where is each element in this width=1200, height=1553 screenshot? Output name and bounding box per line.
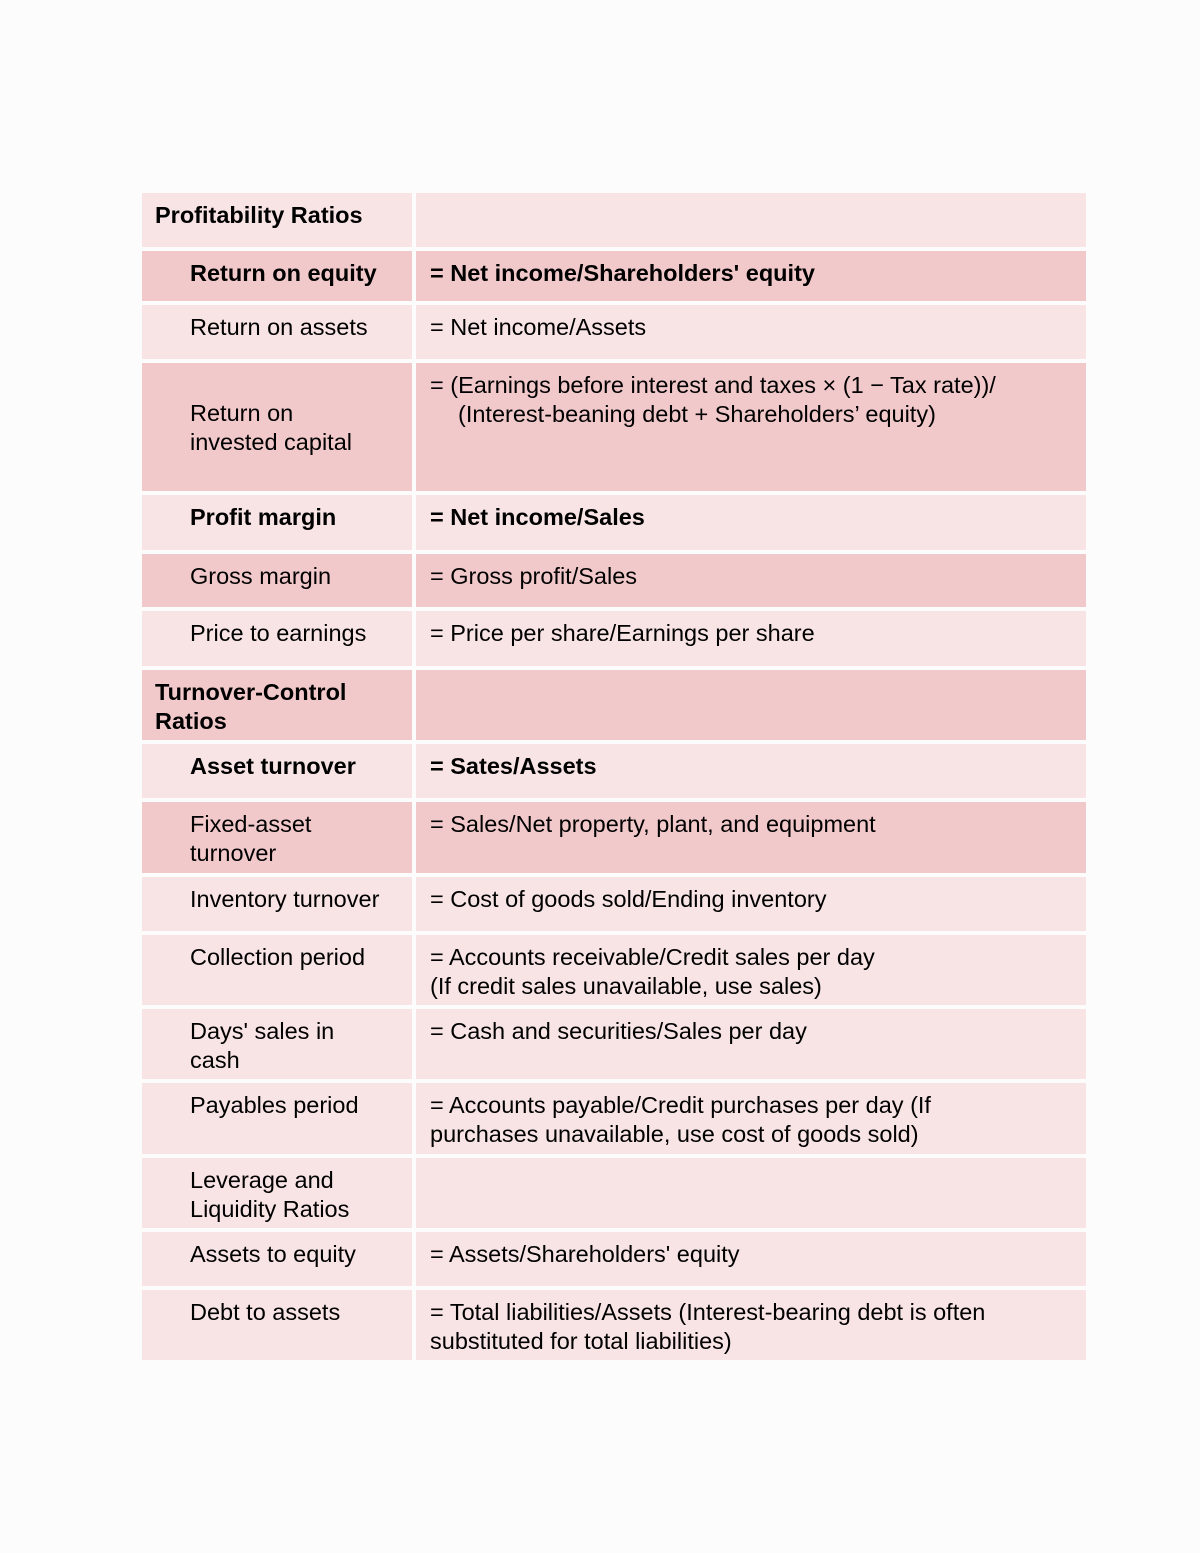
row-label-text: Profitability Ratios — [155, 202, 363, 228]
row-label-text: Gross margin — [190, 563, 332, 589]
row-formula-text: = Sales/Net property, plant, and equipment — [430, 811, 876, 837]
row-label-text: Payables period — [190, 1092, 359, 1118]
row-formula-text: = Price per share/Earnings per share — [430, 620, 815, 646]
table-row-formula — [416, 1083, 1086, 1154]
row-formula-text: = Net income/Assets — [430, 314, 647, 340]
table-row-formula — [416, 744, 1086, 798]
table-row-formula — [416, 670, 1086, 740]
table-row-formula — [416, 877, 1086, 931]
table-row-formula — [416, 363, 1086, 491]
row-label-text: Assets to equity — [190, 1241, 356, 1267]
row-formula-text: = Accounts receivable/Credit sales per day (If credit sales unavailable, use sales) — [430, 944, 875, 999]
table-row-label — [142, 1083, 412, 1154]
table-row-formula — [416, 611, 1086, 666]
row-label-text: Price to earnings — [190, 620, 367, 646]
row-formula-text: = Total liabilities/Assets (Interest-bearing debt is often substituted for total liabilities) — [430, 1299, 986, 1354]
table-row-label — [142, 877, 412, 931]
table-row-formula — [416, 193, 1086, 247]
table-row-label — [142, 305, 412, 359]
table-row-label — [142, 611, 412, 666]
financial-ratios-table — [142, 193, 1086, 1360]
row-label-text: Return on assets — [190, 314, 368, 340]
row-label-text: Inventory turnover — [190, 886, 380, 912]
table-row-label — [142, 1158, 412, 1228]
row-label-text: Return on invested capital — [190, 400, 352, 455]
table-row-formula — [416, 1232, 1086, 1286]
row-formula-text: = Cost of goods sold/Ending inventory — [430, 886, 827, 912]
row-label-text: Profit margin — [190, 504, 337, 530]
row-formula-text: = Accounts payable/Credit purchases per day (If purchases unavailable, use cost of goods sold) — [430, 1092, 931, 1147]
table-row-formula — [416, 1290, 1086, 1360]
row-formula-text: = Net income/Shareholders' equity — [430, 260, 815, 286]
table-row-formula — [416, 935, 1086, 1005]
table-row-formula — [416, 495, 1086, 550]
table-row-label — [142, 363, 412, 491]
table-row-label — [142, 251, 412, 301]
row-label-text: Turnover-Control Ratios — [155, 679, 347, 734]
row-label-text: Fixed-asset turnover — [190, 811, 312, 866]
table-row-formula — [416, 554, 1086, 607]
row-formula-text: = (Earnings before interest and taxes × (1 − Tax rate))/ (Interest-beaning debt + Shareholders’ equity) — [430, 372, 996, 427]
table-row-formula — [416, 251, 1086, 301]
table-row-label — [142, 1232, 412, 1286]
table-row-label — [142, 802, 412, 873]
table-row-label — [142, 1290, 412, 1360]
table-row-label — [142, 1009, 412, 1079]
row-formula-text: = Gross profit/Sales — [430, 563, 638, 589]
table-row-formula — [416, 1009, 1086, 1079]
table-row-formula — [416, 1158, 1086, 1228]
table-row-label — [142, 670, 412, 740]
row-formula-text: = Cash and securities/Sales per day — [430, 1018, 807, 1044]
table-row-formula — [416, 802, 1086, 873]
row-formula-text: = Net income/Sales — [430, 504, 645, 530]
table-row-label — [142, 193, 412, 247]
row-label-text: Debt to assets — [190, 1299, 341, 1325]
row-label-text: Return on equity — [190, 260, 377, 286]
row-label-text: Leverage and Liquidity Ratios — [190, 1167, 350, 1222]
table-row-label — [142, 495, 412, 550]
row-label-text: Asset turnover — [190, 753, 356, 779]
row-formula-text: = Sates/Assets — [430, 753, 597, 779]
row-label-text: Days' sales in cash — [190, 1018, 335, 1073]
table-row-formula — [416, 305, 1086, 359]
table-row-label — [142, 744, 412, 798]
row-formula-text: = Assets/Shareholders' equity — [430, 1241, 740, 1267]
row-label-text: Collection period — [190, 944, 366, 970]
table-row-label — [142, 935, 412, 1005]
table-row-label — [142, 554, 412, 607]
